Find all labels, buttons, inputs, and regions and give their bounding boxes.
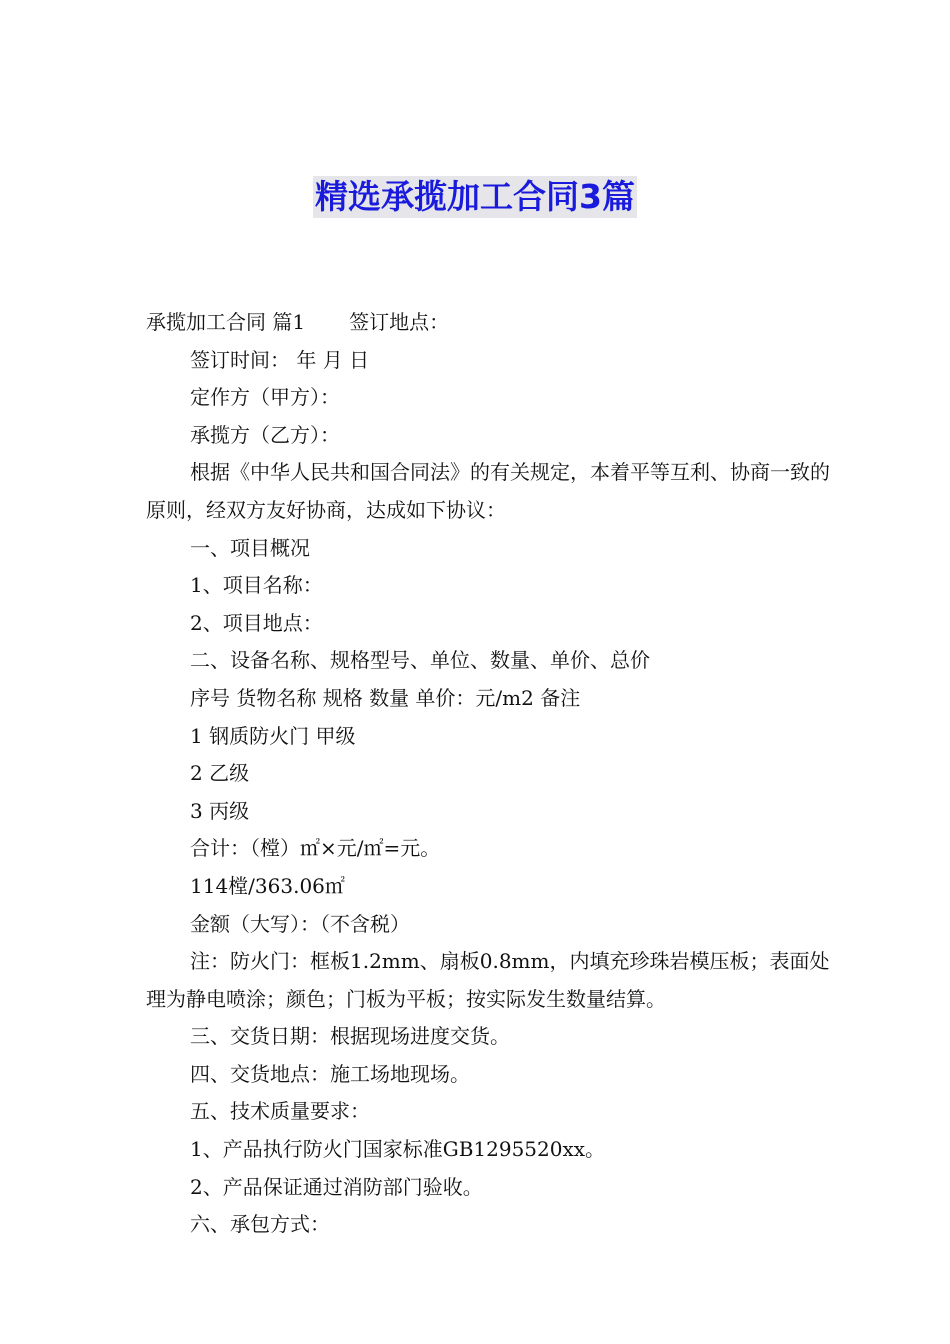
- section-6-heading: 六、承包方式：: [190, 1212, 330, 1237]
- project-location: 2、项目地点：: [190, 610, 323, 635]
- project-name: 1、项目名称：: [190, 573, 323, 598]
- total-line: 合计：（樘）㎡×元/㎡=元。: [190, 836, 441, 861]
- contract-heading-line: [146, 304, 830, 342]
- title-container: [0, 176, 950, 218]
- quantity-line: 114樘/363.06㎡: [190, 873, 345, 898]
- party-a: 定作方（甲方）：: [190, 385, 340, 410]
- section-4-delivery-place: 四、交货地点：施工场地现场。: [190, 1061, 470, 1086]
- item-row-1: 1 钢质防火门 甲级: [190, 723, 356, 748]
- signing-time: 签订时间： 年 月 日: [190, 347, 370, 372]
- signing-place: 签订地点：: [349, 310, 450, 334]
- amount-line: 金额（大写）：（不含税）: [190, 911, 410, 936]
- table-header-line: 序号 货物名称 规格 数量 单价：元/m2 备注: [190, 685, 581, 710]
- document-title: 精选承揽加工合同3篇: [315, 177, 635, 216]
- quality-item-2: 2、产品保证通过消防部门验收。: [190, 1174, 483, 1199]
- party-b: 承揽方（乙方）：: [190, 422, 340, 447]
- document-body: [146, 304, 830, 1244]
- item-row-2: 2 乙级: [190, 761, 250, 786]
- quality-item-1: 1、产品执行防火门国家标准GB1295520xx。: [190, 1137, 606, 1162]
- note-paragraph: 注：防火门：框板1.2mm、扇板0.8mm，内填充珍珠岩模压板；表面处理为静电喷涂；颜色；门板为平板；按实际发生数量结算。: [146, 949, 830, 1011]
- contract-heading: 承揽加工合同 篇1: [146, 310, 306, 334]
- section-2-heading: 二、设备名称、规格型号、单位、数量、单价、总价: [190, 648, 650, 673]
- item-row-3: 3 丙级: [190, 798, 250, 823]
- section-5-heading: 五、技术质量要求：: [190, 1099, 370, 1124]
- section-1-heading: 一、项目概况: [190, 535, 310, 560]
- section-3-delivery-date: 三、交货日期：根据现场进度交货。: [190, 1024, 510, 1049]
- preamble-paragraph: 根据《中华人民共和国合同法》的有关规定，本着平等互利、协商一致的原则，经双方友好协商，达成如下协议：: [146, 460, 830, 522]
